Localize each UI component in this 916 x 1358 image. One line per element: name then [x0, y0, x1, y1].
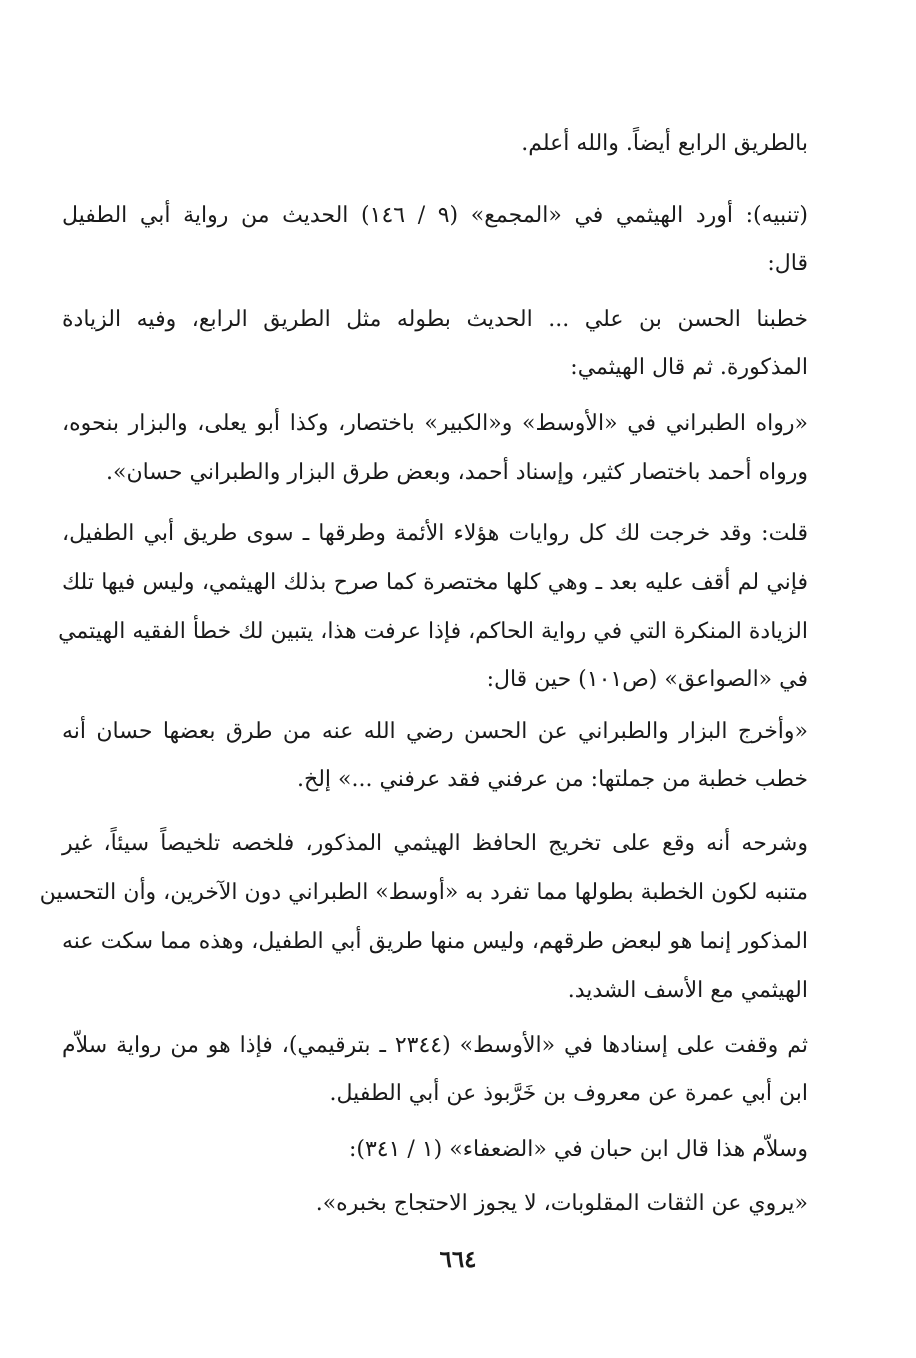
- quote-line-3: «وأخرج البزار والطبراني عن الحسن رضي الله عنه من طرق بعضها حسان أنه: [62, 719, 808, 744]
- text-line-12: المذكور إنما هو لبعض طرقهم، وليس منها طريق أبي الطفيل، وهذه مما سكت عنه: [62, 929, 808, 954]
- text-line-16: وسلاّم هذا قال ابن حبان في «الضعفاء» (١ / ٣٤١):: [348, 1137, 808, 1162]
- page-number: ٦٦٤: [439, 1246, 477, 1273]
- text-line-15: ابن أبي عمرة عن معروف بن خَرَّبوذ عن أبي الطفيل.: [329, 1081, 808, 1106]
- quote-line-5: «يروي عن الثقات المقلوبات، لا يجوز الاحتجاج بخبره».: [315, 1191, 808, 1216]
- text-line-5: المذكورة. ثم قال الهيثمي:: [570, 355, 808, 380]
- text-line-11: متنبه لكون الخطبة بطولها مما تفرد به «أوسط» الطبراني دون الآخرين، وأن التحسين: [39, 880, 808, 905]
- text-line-3: قال:: [767, 251, 808, 276]
- text-line-2: (تنبيه): أورد الهيثمي في «المجمع» (٩ / ١٤٦) الحديث من رواية أبي الطفيل: [62, 203, 808, 228]
- quote-line-1: «رواه الطبراني في «الأوسط» و«الكبير» باختصار، وكذا أبو يعلى، والبزار بنحوه،: [62, 411, 808, 436]
- text-line-4: خطبنا الحسن بن علي ... الحديث بطوله مثل الطريق الرابع، وفيه الزيادة: [62, 307, 808, 332]
- text-line-14: ثم وقفت على إسنادها في «الأوسط» (٢٣٤٤ ـ بترقيمي)، فإذا هو من رواية سلاّم: [62, 1033, 808, 1058]
- quote-line-2: ورواه أحمد باختصار كثير، وإسناد أحمد، وبعض طرق البزار والطبراني حسان».: [105, 460, 808, 485]
- text-line-9: في «الصواعق» (ص١٠١) حين قال:: [486, 667, 808, 692]
- text-line-1: بالطريق الرابع أيضاً. والله أعلم.: [521, 131, 808, 156]
- text-line-6: قلت: وقد خرجت لك كل روايات هؤلاء الأئمة وطرقها ـ سوى طريق أبي الطفيل،: [62, 521, 808, 546]
- text-line-10: وشرحه أنه وقع على تخريج الحافظ الهيثمي المذكور، فلخصه تلخيصاً سيئاً، غير: [62, 831, 808, 856]
- text-line-7: فإني لم أقف عليه بعد ـ وهي كلها مختصرة كما صرح بذلك الهيثمي، وليس فيها تلك: [62, 570, 808, 595]
- quote-line-4: خطب خطبة من جملتها: من عرفني فقد عرفني ...» إلخ.: [297, 767, 808, 792]
- text-line-8: الزيادة المنكرة التي في رواية الحاكم، فإذا عرفت هذا، يتبين لك خطأ الفقيه الهيتمي: [58, 619, 808, 644]
- text-line-13: الهيثمي مع الأسف الشديد.: [567, 978, 808, 1003]
